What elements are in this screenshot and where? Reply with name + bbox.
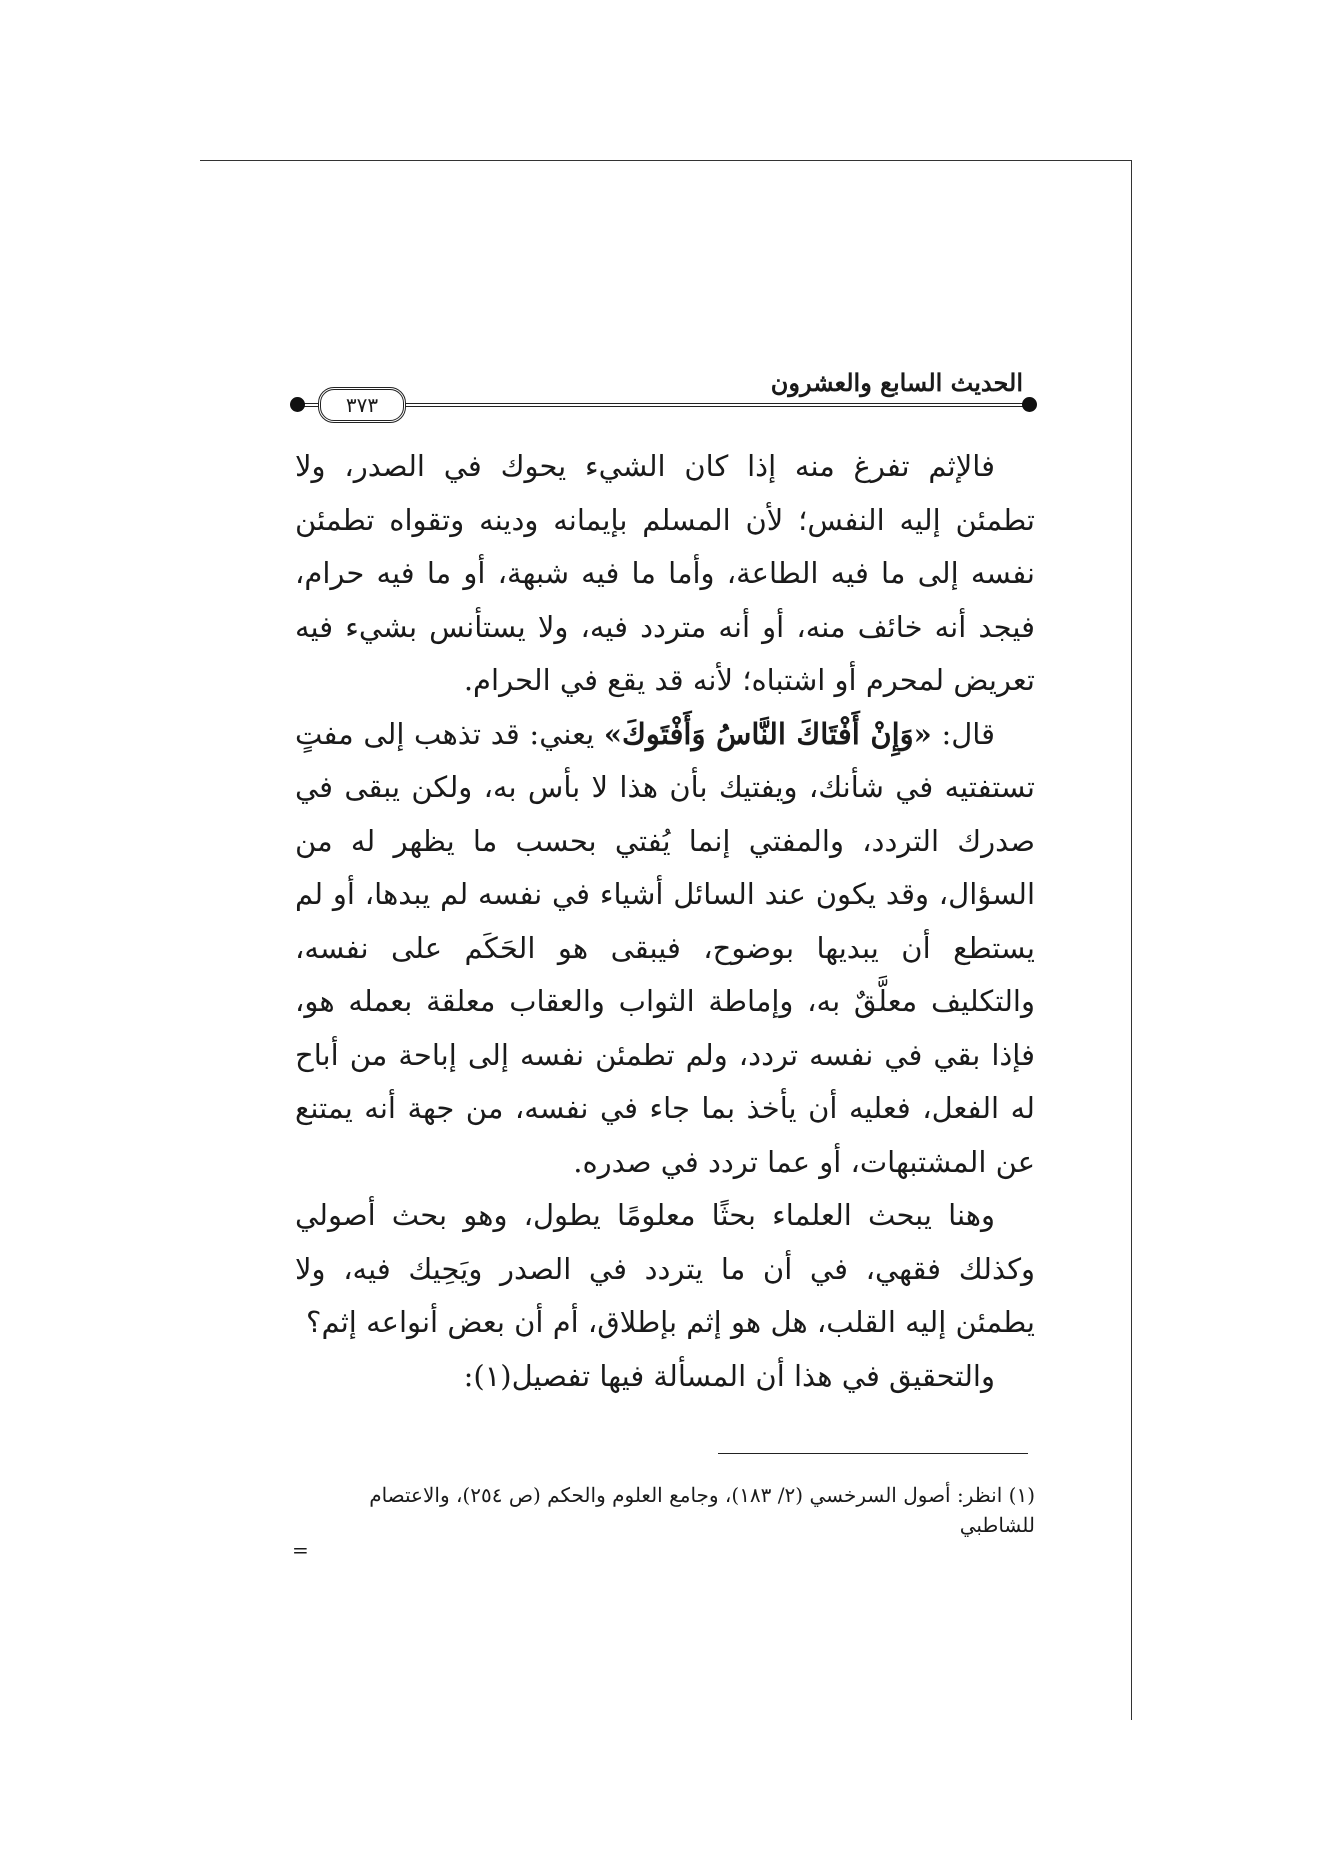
paragraph-3: وهنا يبحث العلماء بحثًا معلومًا يطول، وهو بحث أصولي وكذلك فقهي، في أن ما يتردد في الصدر ويَحِيك فيه، ولا يطمئن إليه القلب، هل هو إثم بإطلاق، أم أن بعض أنواعه إثم؟ [295,1198,1035,1339]
paragraph-2: قال: «وَإِنْ أَفْتَاكَ النَّاسُ وَأَفْتَوكَ» يعني: قد تذهب إلى مفتٍ تستفتيه في شأنك، ويفتيك بأن هذا لا بأس به، ولكن يبقى في صدرك التردد، والمفتي إنما يُفتي بحسب ما يظهر له من السؤال، وقد يكون عند السائل أشياء في نفسه لم يبدها، أو لم يستطع أن يبديها بوضوح، فيبقى هو الحَكَم على نفسه، والتكليف معلَّقٌ به، وإماطة الثواب والعقاب معلقة بعمله هو، فإذا بقي في نفسه تردد، ولم تطمئن نفسه إلى إباحة من أباح له الفعل، فعليه أن يأخذ بما جاء في نفسه، من جهة أنه يمتنع عن المشتبهات، أو عما تردد في صدره. [295,716,1035,1179]
main-text [295,440,1035,1403]
footnote-separator [718,1453,1028,1454]
footnote-continuation-mark: = [292,1538,309,1562]
page-frame-right-line [1131,160,1132,1720]
hadith-quote: «وَإِنْ أَفْتَاكَ النَّاسُ وَأَفْتَوكَ» [603,716,932,751]
page-frame-top-line [200,160,1132,161]
chapter-title: الحديث السابع والعشرون [770,368,1023,397]
paragraph-4: والتحقيق في هذا أن المسألة فيها تفصيل(١): [463,1358,995,1393]
paragraph-1: فالإثم تفرغ منه إذا كان الشيء يحوك في الصدر، ولا تطمئن إليه النفس؛ لأن المسلم بإيمانه ودينه وتقواه تطمئن نفسه إلى ما فيه الطاعة، وأما ما فيه شبهة، أو ما فيه حرام، فيجد أنه خائف منه، أو أنه متردد فيه، ولا يستأنس بشيء فيه تعريض لمحرم أو اشتباه؛ لأنه قد يقع في الحرام. [295,449,1035,697]
paragraph-2-prefix: قال: [931,716,995,751]
header-rule [300,403,1030,407]
header-ornament-left [290,397,305,412]
header-ornament-right [1022,397,1037,412]
page-number: ٣٧٣ [318,387,406,423]
footnote: (١) انظر: أصول السرخسي (٢/ ١٨٣)، وجامع العلوم والحكم (ص ٢٥٤)، والاعتصام للشاطبي [369,1483,1035,1537]
